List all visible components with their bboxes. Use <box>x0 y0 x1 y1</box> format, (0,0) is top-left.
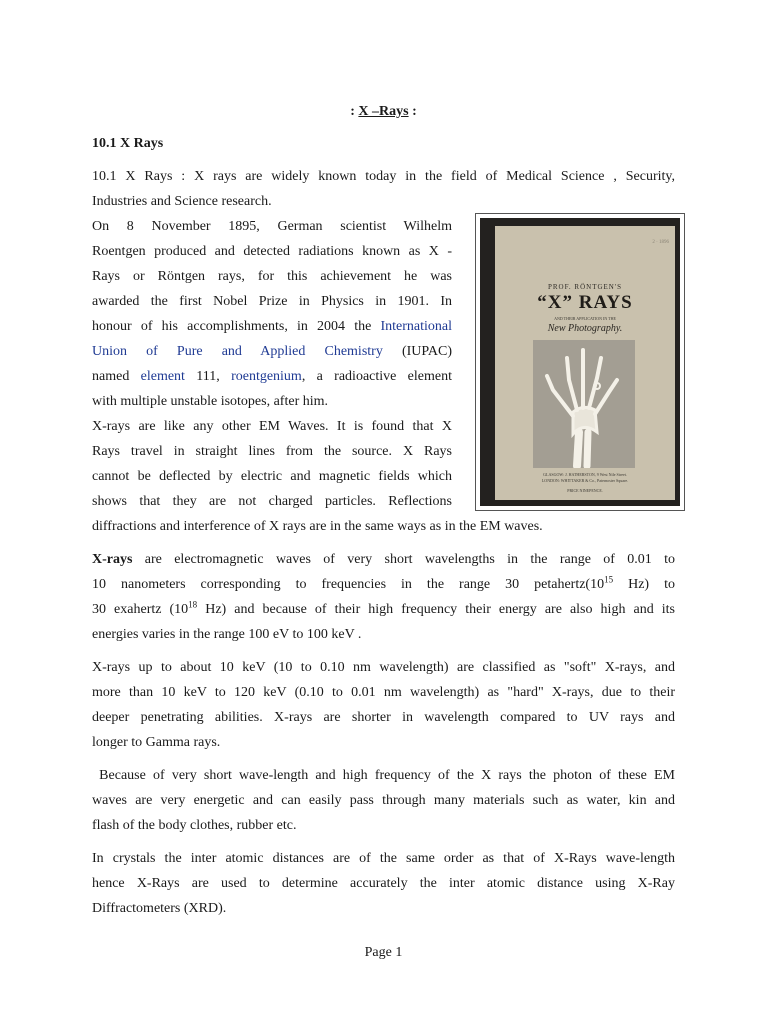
paragraph-energy: Because of very short wave-length and high frequency of the X rays the photon of these EM waves are very energetic and can easily pass through many materials such as water, kin and flash of the body clothes, rubber etc. <box>92 768 675 833</box>
book-spine <box>480 218 680 506</box>
cover-author: PROF. RÖNTGEN'S <box>547 283 623 291</box>
library-stamp: 2 · 1896 <box>652 240 669 245</box>
cover-new-photography: New Photography. <box>547 323 623 334</box>
hand-xray-icon <box>533 340 635 468</box>
link-iupac[interactable]: Union of Pure and Applied Chemistry <box>92 344 383 359</box>
page-number: Page 1 <box>364 945 403 960</box>
cover-subtitle: AND THEIR APPLICATION IN THE <box>554 316 616 321</box>
hand-xray-image <box>533 340 635 468</box>
book-cover-image <box>475 213 685 511</box>
paragraph-em-waves: X-rays are like any other EM Waves. It is found that X Rays travel in straight lines from the source. X Rays cannot be deflected by electric and magnetic fields which shows that they are not charged particles. Reflections diffractions and interference of X rays are in the same ways as in the EM waves. <box>92 419 543 534</box>
paragraph-crystals: In crystals the inter atomic distances are of the same order as that of X-Rays wave-length hence X-Rays are used to determine accurately the inter atomic distance using X-Ray Diffractometers (XRD). <box>92 851 675 916</box>
link-international[interactable]: International <box>380 319 452 334</box>
cover-publisher-london: LONDON: WHITTAKER & Co., Paternoster Square. <box>541 478 629 483</box>
document-title: : X –Rays : <box>350 104 417 119</box>
document-page <box>92 0 675 1024</box>
paragraph-wavelengths: X-rays are electromagnetic waves of very short wavelengths in the range of 0.01 to 10 nanometers corresponding to frequencies in the range 30 $petahertz(10^{15}$ Hz) to 30 exahertz ($10^{18}$ Hz) and because of their high frequency their energy are also high and its energies varies in the range 100 eV to 100 keV . <box>92 552 676 642</box>
paragraph-soft-hard: X-rays up to about 10 keV (10 to 0.10 nm wavelength) are classified as "soft" X-rays, and more than 10 keV to 120 keV (0.10 to 0.01 nm wavelength) as "hard" X-rays, due to their deeper penetrating abilities. X-rays are shorter in wavelength compared to UV rays and longer to Gamma rays. <box>92 660 675 750</box>
cover-price: PRICE NINEPENCE. <box>567 488 603 493</box>
paragraph-intro: 10.1 X Rays : X rays are widely known today in the field of Medical Science , Security, Industries and Science research. <box>92 169 675 209</box>
link-roentgenium[interactable]: roentgenium <box>231 369 302 384</box>
section-heading: 10.1 X Rays <box>92 136 164 151</box>
cover-title: “X” RAYS <box>537 292 633 313</box>
link-element[interactable]: element <box>140 369 185 384</box>
cover-publisher-glasgow: GLASGOW: J. HATHERSTON, 9 West Nile Street. <box>543 472 627 477</box>
paragraph-roentgen: On 8 November 1895, German scientist Wilhelm Roentgen produced and detected radiations known as X - Rays or Röntgen rays, for this achievement he was awarded the first Nobel Prize in Physics in 1901. In honour of his accomplishments, in 2004 the International Union of Pure and Applied Chemistry (IUPAC) named element 111, roentgenium, a radioactive element with multiple unstable isotopes, after him. <box>92 219 452 409</box>
book-cover <box>495 226 675 500</box>
